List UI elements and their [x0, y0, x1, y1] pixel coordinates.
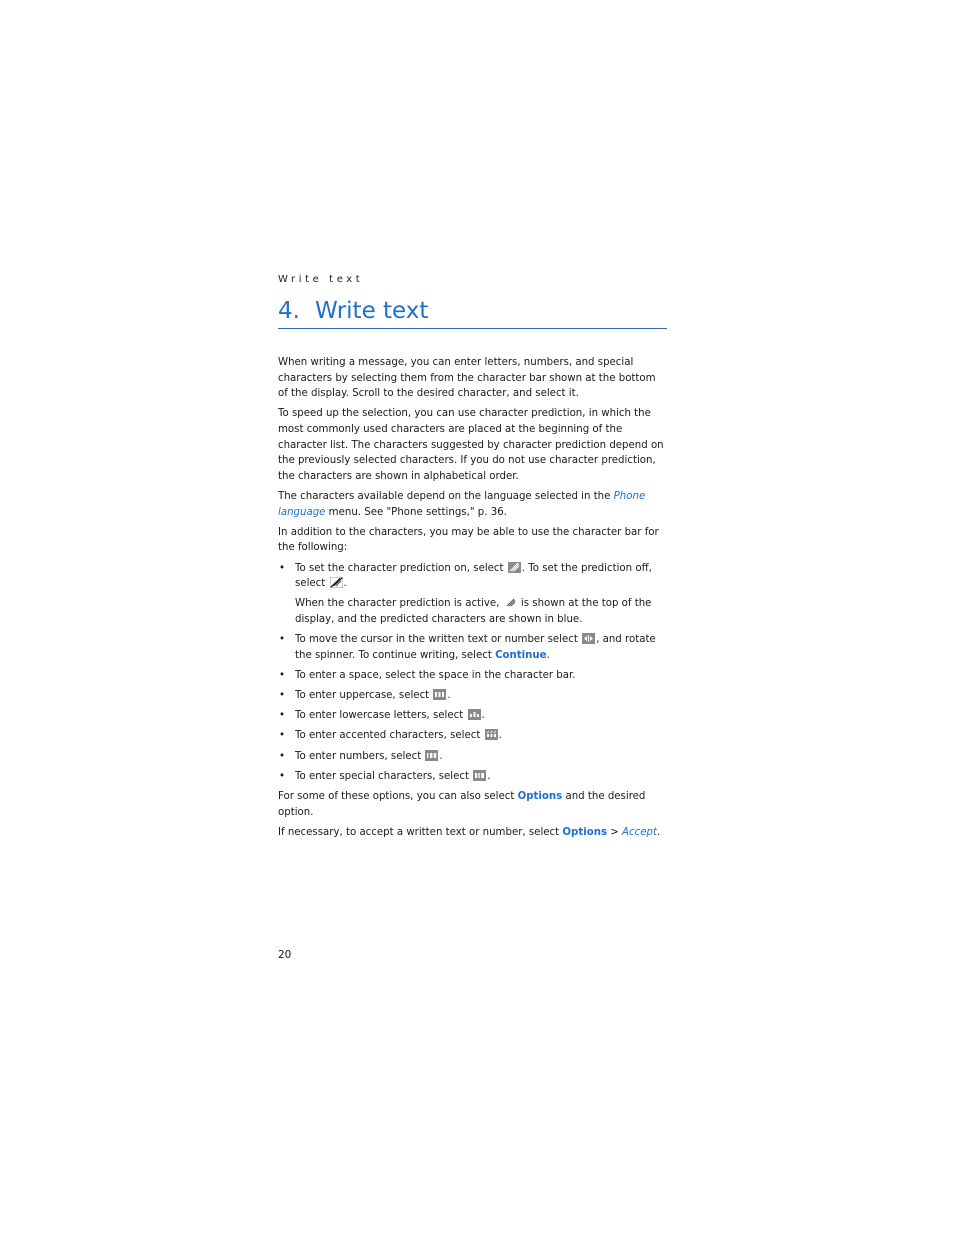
accept-paragraph: If necessary, to accept a written text or number, select Options > Accept.: [278, 826, 661, 838]
cursor-move-icon: [582, 633, 595, 644]
special-chars-icon: [473, 770, 486, 781]
intro-paragraph: When writing a message, you can enter letters, numbers, and special characters by selecting them from the character bar shown at the bottom of the display. Scroll to the desired character, and select it.: [278, 357, 656, 400]
bullet: •: [279, 562, 286, 574]
prediction-on-icon: [508, 562, 521, 573]
list-item: • To enter special characters, select .: [278, 769, 668, 785]
bullet: •: [279, 669, 286, 681]
page-number: 20: [278, 949, 292, 961]
bullet: •: [279, 750, 286, 762]
list-item: • To move the cursor in the written text or number select , and rotate the spinner. To continue writing, select Continue.: [279, 634, 656, 661]
list-item: • To enter uppercase, select .: [278, 688, 668, 704]
bullet: •: [279, 634, 286, 646]
options-paragraph: For some of these options, you can also select Options and the desired option.: [278, 790, 646, 818]
list-item: • To enter accented characters, select .: [278, 728, 668, 744]
continue-link[interactable]: Continue: [495, 649, 547, 661]
phone-language-link[interactable]: Phone language: [278, 490, 646, 518]
list-item: • To enter lowercase letters, select .: [278, 708, 668, 724]
character-bar-options-list: [278, 561, 668, 785]
language-paragraph: The characters available depend on the language selected in the Phone language menu. See "Phone settings," p. 36.: [278, 490, 646, 518]
chapter-number: 4.: [278, 298, 300, 324]
prediction-off-icon: [330, 577, 343, 588]
character-bar-paragraph: In addition to the characters, you may be able to use the character bar for the following:: [278, 526, 659, 554]
numbers-123-icon: [425, 750, 438, 761]
list-item: • To enter a space, select the space in the character bar.: [278, 668, 668, 684]
bullet: •: [279, 710, 286, 722]
list-item: • To enter numbers, select .: [278, 749, 668, 765]
prediction-note: When the character prediction is active, is shown at the top of the display, and the predicted characters are shown in blue.: [295, 598, 652, 625]
lowercase-abc-icon: [468, 709, 481, 720]
accept-link[interactable]: Accept: [622, 826, 657, 838]
bullet: •: [279, 770, 286, 782]
uppercase-abc-icon: [433, 689, 446, 700]
chapter-title: Write text: [315, 298, 429, 324]
bullet: •: [279, 730, 286, 742]
prediction-paragraph: To speed up the selection, you can use character prediction, in which the most commonly used characters are placed at the beginning of the character list. The characters suggested by character prediction depend on the previously selected characters. If you do not use character prediction, the characters are shown in alphabetical order.: [278, 408, 664, 482]
list-item: • To set the character prediction on, select . To set the prediction off, select . When the character prediction is active, is shown at the top of the display, and the predicted characters are shown in blue.: [278, 561, 668, 628]
options-link[interactable]: Options: [562, 826, 608, 838]
accented-chars-icon: [485, 729, 498, 740]
body-text: [278, 355, 668, 845]
bullet: •: [279, 690, 286, 702]
options-link[interactable]: Options: [517, 790, 563, 802]
chapter-heading: [278, 296, 667, 329]
prediction-indicator-icon: [504, 597, 517, 608]
running-head: Write text: [278, 274, 364, 285]
